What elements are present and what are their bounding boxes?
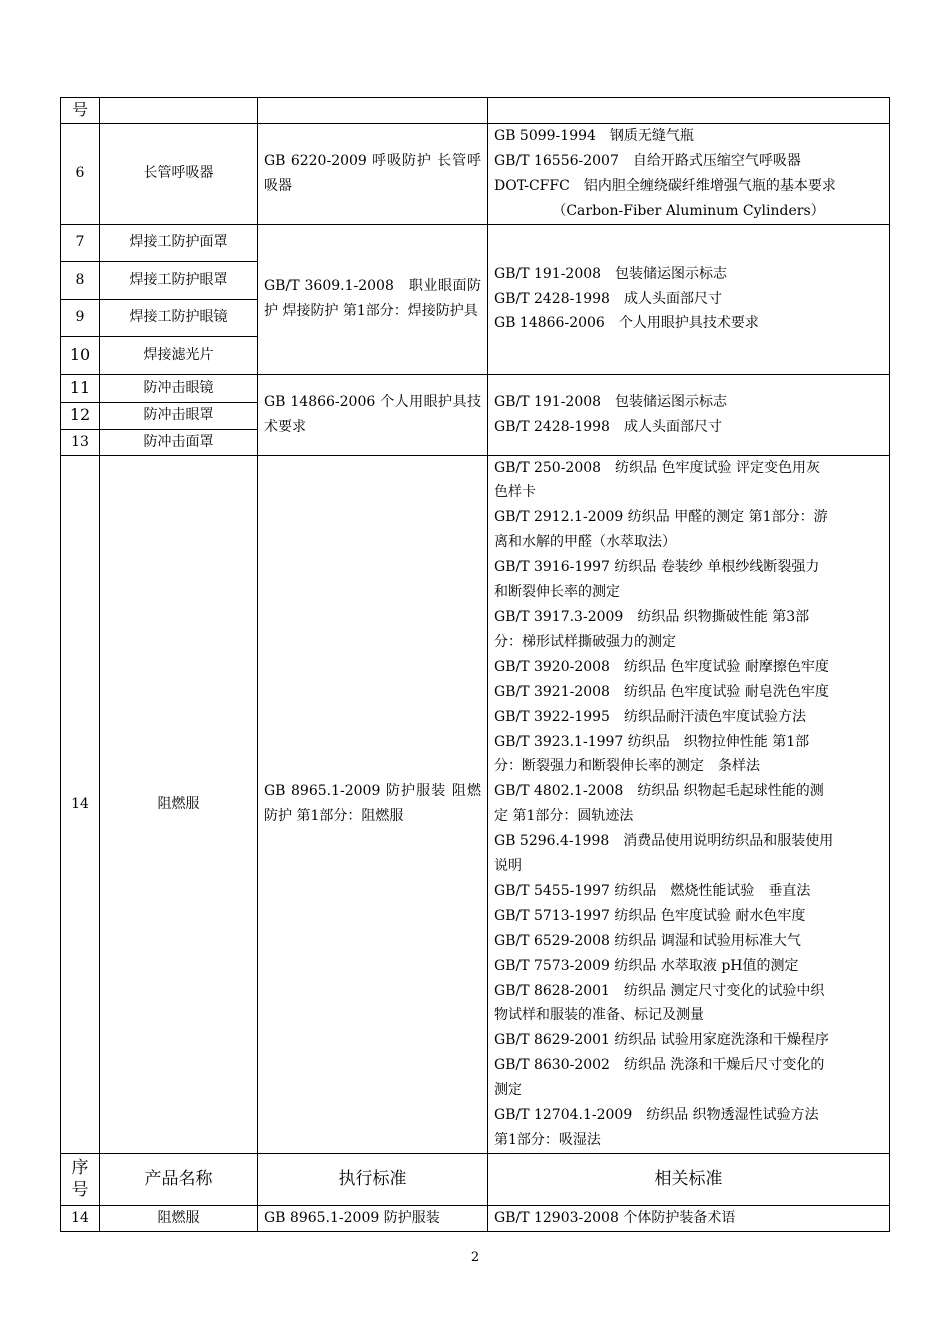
related-standard-line: GB 14866-2006 个人用眼护具技术要求 — [494, 315, 759, 332]
related-standard-line: GB/T 12704.1-2009 纺织品 织物透湿性试验方法 — [494, 1107, 819, 1124]
related-standard-line: 分：梯形试样撕破强力的测定 — [494, 633, 676, 650]
related-standard-line: GB/T 3922-1995 纺织品耐汗渍色牢度试验方法 — [494, 708, 806, 725]
related-standard-line: GB 5296.4-1998 消费品使用说明纺织品和服装使用 — [494, 833, 834, 850]
related-standard-line: GB/T 191-2008 包装储运图示标志 — [494, 265, 728, 282]
product-name: 防冲击眼罩 — [100, 402, 258, 429]
product-name: 阻燃服 — [100, 1205, 258, 1231]
page-number: 2 — [470, 1250, 480, 1265]
product-name: 防冲击眼镜 — [100, 374, 258, 402]
related-standard-line: GB/T 7573-2009 纺织品 水萃取液 pH值的测定 — [494, 957, 799, 974]
related-standard-line: 色样卡 — [494, 484, 536, 501]
related-standard-line: 分：断裂强力和断裂伸长率的测定 条样法 — [494, 758, 760, 775]
product-name: 焊接工防护眼镜 — [100, 299, 258, 336]
related-standard-line: 第1部分：吸湿法 — [494, 1132, 601, 1148]
header-number: 序号 — [61, 1153, 100, 1205]
row-number: 11 — [61, 374, 100, 402]
row-number: 12 — [61, 402, 100, 429]
related-standard-line: 离和水解的甲醛（水萃取法） — [494, 534, 676, 551]
row-number: 14 — [61, 455, 100, 1153]
related-standard-line: （Carbon-Fiber Aluminum Cylinders） — [552, 202, 825, 219]
executive-standard — [258, 98, 488, 124]
related-standard-line: GB/T 6529-2008 纺织品 调湿和试验用标准大气 — [494, 932, 801, 949]
executive-standard: GB/T 3609.1-2008 职业眼面防护 焊接防护 第1部分：焊接防护具 — [258, 224, 488, 374]
row-number: 13 — [61, 429, 100, 455]
table-row — [61, 1205, 890, 1231]
row-number: 8 — [61, 261, 100, 299]
table-row — [61, 123, 890, 224]
related-standards: GB/T 12903-2008 个体防护装备术语 — [488, 1205, 890, 1231]
table-row — [61, 98, 890, 124]
product-name: 焊接工防护面罩 — [100, 224, 258, 261]
product-name — [100, 98, 258, 124]
related-standard-line: GB/T 5713-1997 纺织品 色牢度试验 耐水色牢度 — [494, 907, 806, 924]
related-standards — [488, 374, 890, 455]
related-standard-line: 和断裂伸长率的测定 — [494, 584, 620, 601]
header-executive-standard: 执行标准 — [258, 1153, 488, 1205]
header-product-name: 产品名称 — [100, 1153, 258, 1205]
table-row — [61, 455, 890, 1153]
related-standard-line: 定 第1部分：圆轨迹法 — [494, 808, 634, 825]
related-standard-line: 说明 — [494, 858, 522, 875]
related-standard-line: GB/T 16556-2007 自给开路式压缩空气呼吸器 — [494, 152, 801, 169]
executive-standard: GB 14866-2006 个人用眼护具技术要求 — [258, 374, 488, 455]
row-number: 9 — [61, 299, 100, 336]
table-row — [61, 224, 890, 261]
related-standard-line: 测定 — [494, 1082, 522, 1099]
table-header-row — [61, 1153, 890, 1205]
row-number: 6 — [61, 123, 100, 224]
executive-standard: GB 8965.1-2009 防护服装 阻燃防护 第1部分：阻燃服 — [258, 455, 488, 1153]
related-standards — [488, 224, 890, 374]
executive-standard: GB 6220-2009 呼吸防护 长管呼吸器 — [258, 123, 488, 224]
row-number: 10 — [61, 336, 100, 374]
related-standard-line: GB 5099-1994 钢质无缝气瓶 — [494, 127, 694, 144]
related-standard-line: GB/T 191-2008 包装储运图示标志 — [494, 393, 728, 410]
related-standards — [488, 455, 890, 1153]
related-standard-line: GB/T 3916-1997 纺织品 卷装纱 单根纱线断裂强力 — [494, 559, 820, 576]
product-name: 阻燃服 — [100, 455, 258, 1153]
related-standard-line: GB/T 8630-2002 纺织品 洗涤和干燥后尺寸变化的 — [494, 1057, 825, 1074]
executive-standard: GB 8965.1-2009 防护服装 — [258, 1205, 488, 1231]
table-row — [61, 374, 890, 402]
related-standard-line: GB/T 8628-2001 纺织品 测定尺寸变化的试验中织 — [494, 982, 825, 999]
header-related-standards: 相关标准 — [488, 1153, 890, 1205]
related-standard-line: DOT-CFFC 铝内胆全缠绕碳纤维增强气瓶的基本要求 — [494, 177, 836, 194]
related-standards — [488, 98, 890, 124]
product-name: 长管呼吸器 — [100, 123, 258, 224]
row-number: 14 — [61, 1205, 100, 1231]
related-standard-line: GB/T 4802.1-2008 纺织品 织物起毛起球性能的测 — [494, 783, 824, 800]
row-number: 号 — [61, 98, 100, 124]
product-name: 焊接滤光片 — [100, 336, 258, 374]
related-standard-line: GB/T 3920-2008 纺织品 色牢度试验 耐摩擦色牢度 — [494, 658, 829, 675]
related-standard-line: GB/T 2428-1998 成人头面部尺寸 — [494, 290, 722, 307]
product-name: 焊接工防护眼罩 — [100, 261, 258, 299]
related-standard-line: GB/T 8629-2001 纺织品 试验用家庭洗涤和干燥程序 — [494, 1032, 829, 1049]
related-standard-line: GB/T 2912.1-2009 纺织品 甲醛的测定 第1部分：游 — [494, 509, 828, 526]
related-standard-line: GB/T 5455-1997 纺织品 燃烧性能试验 垂直法 — [494, 882, 811, 899]
standards-table — [60, 97, 890, 1232]
related-standard-line: GB/T 2428-1998 成人头面部尺寸 — [494, 418, 722, 435]
related-standard-line: GB/T 250-2008 纺织品 色牢度试验 评定变色用灰 — [494, 459, 820, 476]
row-number: 7 — [61, 224, 100, 261]
related-standard-line: 物试样和服装的准备、标记及测量 — [494, 1007, 704, 1024]
product-name: 防冲击面罩 — [100, 429, 258, 455]
related-standard-line: GB/T 3921-2008 纺织品 色牢度试验 耐皂洗色牢度 — [494, 683, 829, 700]
related-standard-line: GB/T 3923.1-1997 纺织品 织物拉伸性能 第1部 — [494, 733, 810, 750]
related-standards — [488, 123, 890, 224]
related-standard-line: GB/T 3917.3-2009 纺织品 织物撕破性能 第3部 — [494, 608, 810, 625]
